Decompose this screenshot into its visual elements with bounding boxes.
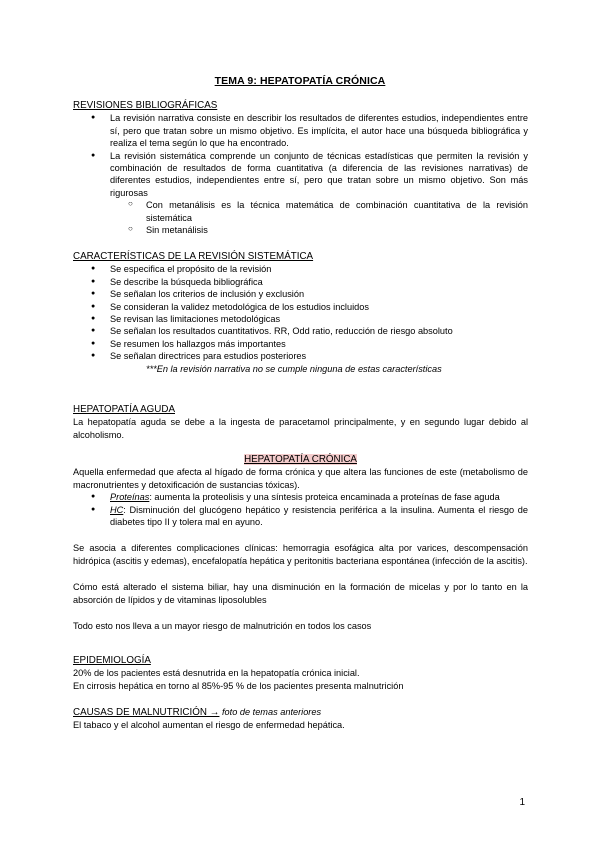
paragraph: Se asocia a diferentes complicaciones clínicas: hemorragia esofágica alta por varices, descompensación hidrópica (ascitis y edemas), encefalopatía hepática y peritonitis bacteriana espontánea (infección de la ascitis). xyxy=(73,543,528,566)
note-text: ***En la revisión narrativa no se cumple ninguna de estas características xyxy=(146,363,442,374)
section-revisiones xyxy=(73,100,528,236)
list-item: ● La revisión narrativa consiste en describir los resultados de diferentes estudios, independientes entre sí, pero que tratan sobre un mismo objetivo. Es implícita, el autor hace una búsqueda bibliográfica y realiza el tema según lo que ha encontrado. xyxy=(110,112,528,149)
term: HC xyxy=(110,504,124,515)
list-item: ● Se revisan las limitaciones metodológicas xyxy=(110,313,528,325)
page-number: 1 xyxy=(519,797,525,808)
section-heading: HEPATOPATÍA AGUDA xyxy=(73,404,175,415)
section-aguda xyxy=(73,404,528,441)
section-epidemiologia xyxy=(73,655,528,692)
list-item: ● Se señalan los criterios de inclusión y exclusión xyxy=(110,288,528,300)
paragraph: El tabaco y el alcohol aumentan el riesgo de enfermedad hepática. xyxy=(73,720,345,731)
list-item: ○ Con metanálisis es la técnica matemática de combinación cuantitativa de la revisión sistemática xyxy=(146,199,528,224)
page-title: TEMA 9: HEPATOPATÍA CRÓNICA xyxy=(214,75,386,87)
paragraph: Aquella enfermedad que afecta al hígado de forma crónica y que altera las funciones de este (metabolismo de macronutrientes y detoxificación de sustancias tóxicas). xyxy=(73,467,528,490)
bullet-list xyxy=(73,491,528,528)
bullet-list xyxy=(73,263,528,362)
section-heading: CAUSAS DE MALNUTRICIÓN → xyxy=(73,707,220,718)
note-text: foto de temas anteriores xyxy=(222,707,322,717)
list-item: ● Se describe la búsqueda bibliográfica xyxy=(110,276,528,288)
section-heading: REVISIONES BIBLIOGRÁFICAS xyxy=(73,100,218,111)
text-line: En cirrosis hepática en torno al 85%-95 % de los pacientes presenta malnutrición xyxy=(73,680,404,691)
paragraph: Cómo está alterado el sistema biliar, hay una disminución en la formación de micelas y por lo tanto en la absorción de lípidos y de vitaminas liposolubles xyxy=(73,582,528,605)
section-causas xyxy=(73,706,528,732)
list-item: ● Se señalan los resultados cuantitativos. RR, Odd ratio, reducción de riesgo absoluto xyxy=(110,325,528,337)
term: Proteínas xyxy=(110,492,150,503)
section-heading: CARACTERÍSTICAS DE LA REVISIÓN SISTEMÁTICA xyxy=(73,251,314,262)
text-line: 20% de los pacientes está desnutrida en la hepatopatía crónica inicial. xyxy=(73,668,360,679)
section-caracteristicas xyxy=(73,251,528,375)
list-item: ● Se especifica el propósito de la revisión xyxy=(110,263,528,275)
list-item: ● Se resumen los hallazgos más importantes xyxy=(110,338,528,350)
list-item: ● Se consideran la validez metodológica de los estudios incluidos xyxy=(110,301,528,313)
paragraph: Todo esto nos lleva a un mayor riesgo de malnutrición en todos los casos xyxy=(73,621,372,632)
list-item: ● HC: Disminución del glucógeno hepático y resistencia periférica a la insulina. Aumenta el riesgo de diabetes tipo II y tolera mal en ayuno. xyxy=(110,504,528,529)
section-cronica xyxy=(73,453,528,632)
list-item: ○ Sin metanálisis xyxy=(146,224,528,236)
section-heading: EPIDEMIOLOGÍA xyxy=(73,655,151,666)
bullet-list xyxy=(73,112,528,199)
section-heading-highlighted: HEPATOPATÍA CRÓNICA xyxy=(244,454,357,465)
list-item: ● Proteínas: aumenta la proteolisis y una síntesis proteica encaminada a proteínas de fase aguda xyxy=(110,491,528,503)
paragraph: La hepatopatía aguda se debe a la ingesta de paracetamol principalmente, y en segundo lugar debido al alcoholismo. xyxy=(73,417,528,440)
sub-bullet-list xyxy=(73,199,528,236)
list-item: ● La revisión sistemática comprende un conjunto de técnicas estadísticas que permiten la revisión y combinación de resultados de forma cuantitativa (a diferencia de las revisiones narrativas) de diferentes estudios, independientes entre sí, pero que tratan sobre un mismo objetivo. Son más rigurosas xyxy=(110,150,528,200)
list-item: ● Se señalan directrices para estudios posteriores xyxy=(110,350,528,362)
